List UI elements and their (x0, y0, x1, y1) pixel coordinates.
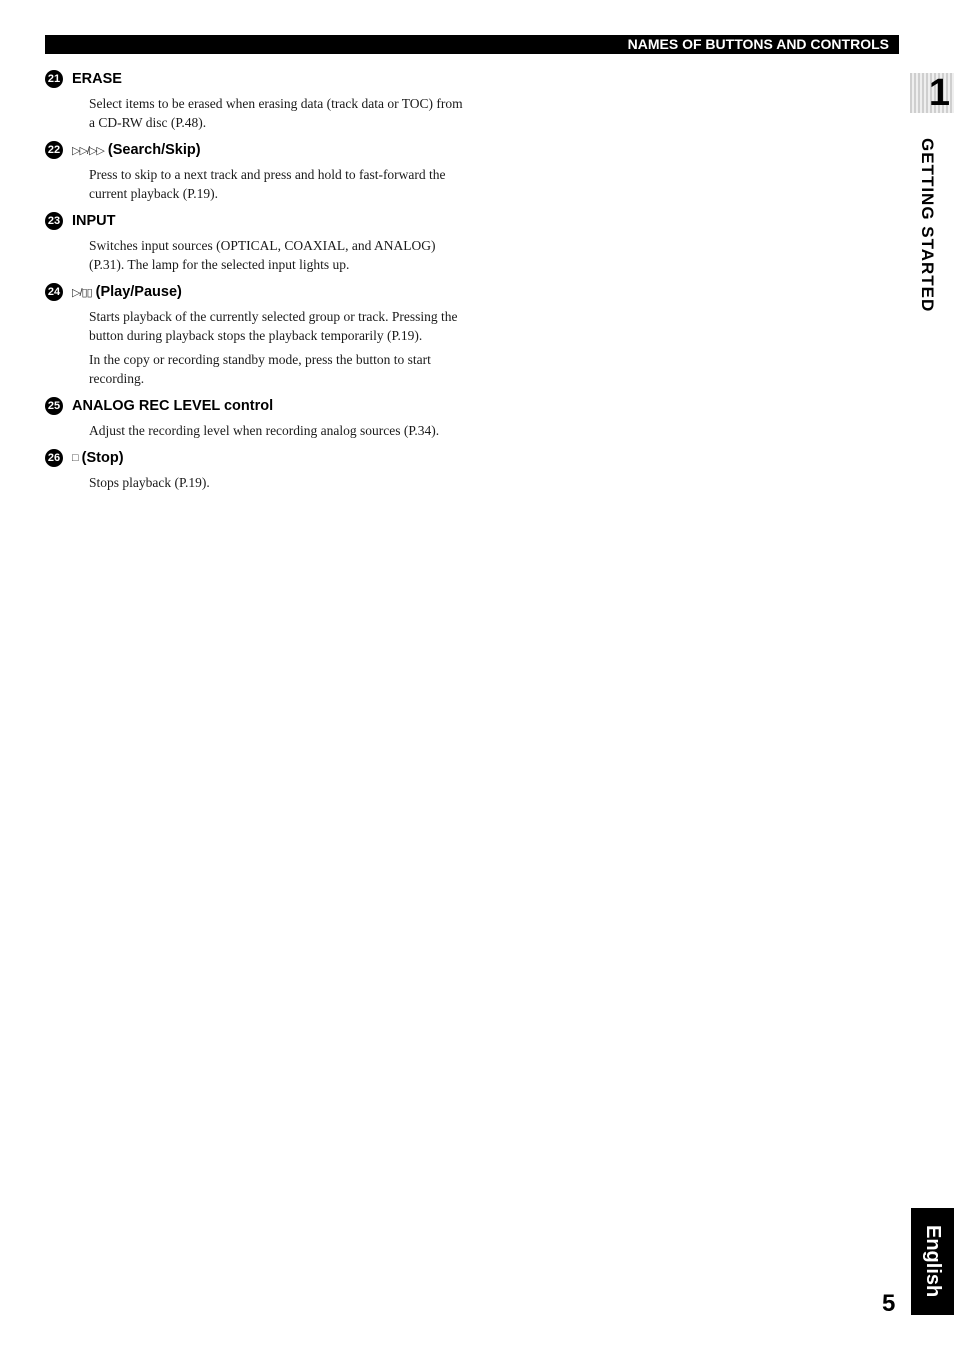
description-paragraph: Press to skip to a next track and press and hold to fast-forward the current playback (P.19). (89, 167, 446, 201)
item-number-badge: 21 (45, 70, 63, 88)
item-number-badge: 26 (45, 449, 63, 467)
description-paragraph: Select items to be erased when erasing data (track data or TOC) from a CD-RW disc (P.48). (89, 96, 463, 130)
list-item (45, 395, 465, 440)
section-header: NAMES OF BUTTONS AND CONTROLS (45, 35, 899, 54)
list-item (45, 210, 465, 274)
item-number-badge: 24 (45, 283, 63, 301)
chapter-number: 1 (910, 73, 954, 113)
item-heading (45, 139, 465, 161)
item-title: (Play/Pause) (95, 284, 182, 300)
description-paragraph: In the copy or recording standby mode, press the button to start recording. (89, 352, 431, 386)
item-heading (45, 395, 465, 417)
list-item (45, 139, 465, 203)
item-heading (45, 447, 465, 469)
item-description (89, 473, 465, 492)
side-section-title: GETTING STARTED (918, 138, 937, 313)
item-title: ERASE (72, 71, 122, 87)
list-item (45, 68, 465, 132)
item-description (89, 421, 465, 440)
item-description (89, 307, 465, 388)
item-heading (45, 210, 465, 232)
item-number-badge: 22 (45, 141, 63, 159)
item-description (89, 236, 465, 274)
language-label: English (922, 1225, 944, 1298)
item-title: INPUT (72, 213, 116, 229)
item-number-badge: 23 (45, 212, 63, 230)
description-paragraph: Starts playback of the currently selected group or track. Pressing the button during playback stops the playback temporarily (P.19). (89, 309, 458, 343)
page-number: 5 (882, 1290, 896, 1317)
description-paragraph: Adjust the recording level when recording analog sources (P.34). (89, 423, 440, 438)
item-heading (45, 68, 465, 90)
language-tab (911, 1208, 954, 1315)
description-paragraph: Switches input sources (OPTICAL, COAXIAL, and ANALOG) (P.31). The lamp for the selected input lights up. (89, 238, 436, 272)
item-heading (45, 281, 465, 303)
item-title: ANALOG REC LEVEL control (72, 398, 274, 414)
item-title: (Stop) (81, 450, 124, 466)
play-pause-icon: ▷/▯▯ (72, 286, 92, 299)
search-skip-icon: ▷▷/▷▷ (72, 144, 104, 157)
item-description (89, 94, 465, 132)
control-list (45, 68, 465, 499)
list-item (45, 281, 465, 388)
item-description (89, 165, 465, 203)
item-number-badge: 25 (45, 397, 63, 415)
list-item (45, 447, 465, 492)
description-paragraph: Stops playback (P.19). (89, 475, 210, 490)
stop-icon: □ (72, 452, 78, 464)
item-title: (Search/Skip) (107, 142, 201, 158)
